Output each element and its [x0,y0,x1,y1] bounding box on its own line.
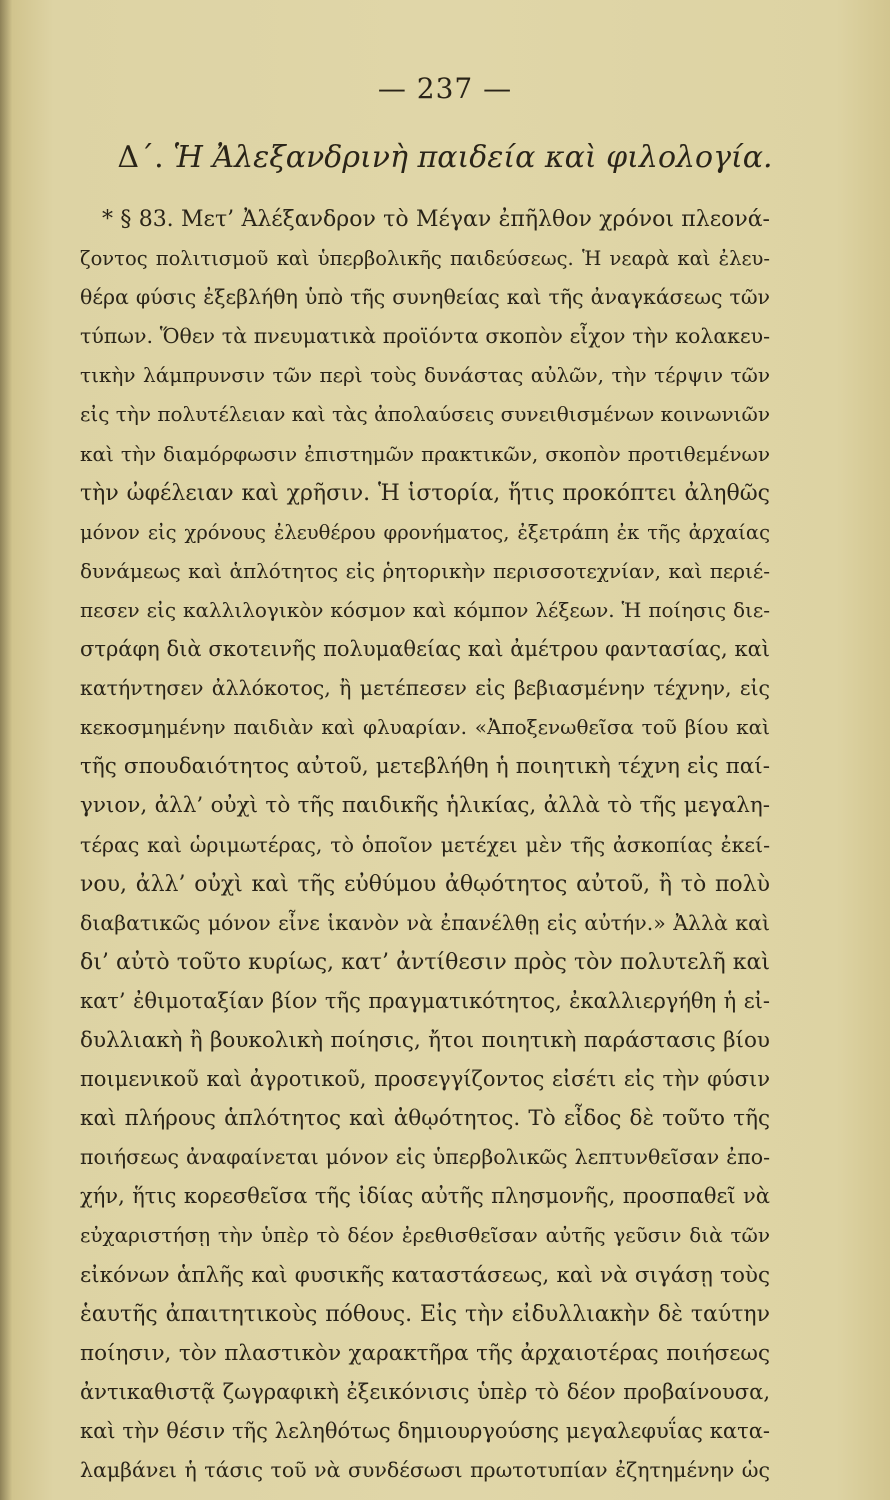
text-line: ποιμενικοῦ καὶ ἀγροτικοῦ, προσεγγίζοντος εἰσέτι εἰς τὴν φύσιν [80,1067,770,1092]
text-line: στράφη διὰ σκοτεινῆς πολυμαθείας καὶ ἀμέτρου φαντασίας, καὶ [80,637,770,662]
text-line: λαμβάνει ἡ τάσις τοῦ νὰ συνδέσωσι πρωτοτυπίαν ἐζητημένην ὡς [80,1458,770,1482]
text-line: τικὴν λάμπρυνσιν τῶν περὶ τοὺς δυνάστας αὐλῶν, τὴν τέρψιν τῶν [80,363,770,388]
text-line: πεσεν εἰς καλλιλογικὸν κόσμον καὶ κόμπον λέξεων. Ἡ ποίησις διε- [80,597,770,622]
text-line: δι’ αὐτὸ τοῦτο κυρίως, κατ’ ἀντίθεσιν πρὸς τὸν πολυτελῆ καὶ [80,949,770,975]
text-line: ζοντος πολιτισμοῦ καὶ ὑπερβολικῆς παιδεύσεως. Ἡ νεαρὰ καὶ ἐλευ- [80,247,770,271]
text-line: κεκοσμημένην παιδιὰν καὶ φλυαρίαν. «Ἀποξενωθεῖσα τοῦ βίου καὶ [80,715,770,740]
section-heading [0,140,890,175]
text-line: * § 83. Μετ’ Ἀλέξανδρον τὸ Μέγαν ἐπῆλθον χρόνοι πλεονά- [102,207,770,232]
text-line: εἰς τὴν πολυτέλειαν καὶ τὰς ἀπολαύσεις συνειθισμένων κοινωνιῶν [80,402,770,427]
text-line: δυνάμεως καὶ ἁπλότητος εἰς ῥητορικὴν περισσοτεχνίαν, καὶ περιέ- [80,558,770,583]
text-line: χήν, ἥτις κορεσθεῖσα τῆς ἰδίας αὐτῆς πλησμονῆς, προσπαθεῖ νὰ [80,1184,770,1209]
page-number: — 237 — [377,72,513,105]
text-line: ἀντικαθιστᾷ ζωγραφικὴ ἐξεικόνισις ὑπὲρ τὸ δέον προβαίνουσα, [80,1379,770,1404]
text-line: κατ’ ἐθιμοταξίαν βίον τῆς πραγματικότητος, ἐκαλλιεργήθη ἡ εἰ- [80,988,770,1013]
text-line: καὶ τὴν θέσιν τῆς λεληθότως δημιουργούσης μεγαλεφυΐας κατα- [80,1418,770,1443]
text-line: ἑαυτῆς ἀπαιτητικοὺς πόθους. Εἰς τὴν εἰδυλλιακὴν δὲ ταύτην [80,1301,770,1327]
text-line: τῆς σπουδαιότητος αὐτοῦ, μετεβλήθη ἡ ποιητικὴ τέχνη εἰς παί- [80,754,770,780]
text-line: τέρας καὶ ὡριμωτέρας, τὸ ὁποῖον μετέχει μὲν τῆς ἀσκοπίας ἐκεί- [80,832,770,857]
text-line: δυλλιακὴ ἢ βουκολικὴ ποίησις, ἤτοι ποιητικὴ παράστασις βίου [80,1027,770,1053]
section-title: Ἡ Ἀλεξανδρινὴ παιδεία καὶ φιλολογία. [173,140,773,175]
text-line: εἰκόνων ἁπλῆς καὶ φυσικῆς καταστάσεως, καὶ νὰ σιγάσῃ τοὺς [80,1262,770,1288]
text-line: κατήντησεν ἀλλόκοτος, ἢ μετέπεσεν εἰς βεβιασμένην τέχνην, εἰς [80,676,770,701]
text-line: νου, ἀλλ’ οὐχὶ καὶ τῆς εὐθύμου ἀθῳότητος αὐτοῦ, ἢ τὸ πολὺ [80,871,770,897]
body-text [80,200,770,1490]
text-line: εὐχαριστήσῃ τὴν ὑπὲρ τὸ δέον ἐρεθισθεῖσαν αὐτῆς γεῦσιν διὰ τῶν [80,1223,770,1248]
section-number: Δ΄. [117,140,164,175]
text-line: ποίησιν, τὸν πλαστικὸν χαρακτῆρα τῆς ἀρχαιοτέρας ποιήσεως [80,1340,770,1366]
text-line: ποιήσεως ἀναφαίνεται μόνον εἰς ὑπερβολικῶς λεπτυνθεῖσαν ἐπο- [80,1145,770,1170]
text-line: θέρα φύσις ἐξεβλήθη ὑπὸ τῆς συνηθείας καὶ τῆς ἀναγκάσεως τῶν [80,285,770,310]
page-gutter-shadow [0,0,12,1500]
text-line: καὶ πλήρους ἁπλότητος καὶ ἀθῳότητος. Τὸ εἶδος δὲ τοῦτο τῆς [80,1106,770,1132]
text-line: τὴν ὠφέλειαν καὶ χρῆσιν. Ἡ ἱστορία, ἥτις προκόπτει ἀληθῶς [80,480,770,506]
text-line: διαβατικῶς μόνον εἶνε ἱκανὸν νὰ ἐπανέλθῃ εἰς αὐτήν.» Ἀλλὰ καὶ [80,910,770,935]
text-line: καὶ τὴν διαμόρφωσιν ἐπιστημῶν πρακτικῶν, σκοπὸν προτιθεμένων [80,441,770,466]
text-line: μόνον εἰς χρόνους ἐλευθέρου φρονήματος, ἐξετράπη ἐκ τῆς ἀρχαίας [80,520,770,544]
text-line: τύπων. Ὅθεν τὰ πνευματικὰ προϊόντα σκοπὸν εἶχον τὴν κολακευ- [80,324,770,349]
text-line: γνιον, ἀλλ’ οὐχὶ τὸ τῆς παιδικῆς ἡλικίας, ἀλλὰ τὸ τῆς μεγαλη- [80,793,770,819]
